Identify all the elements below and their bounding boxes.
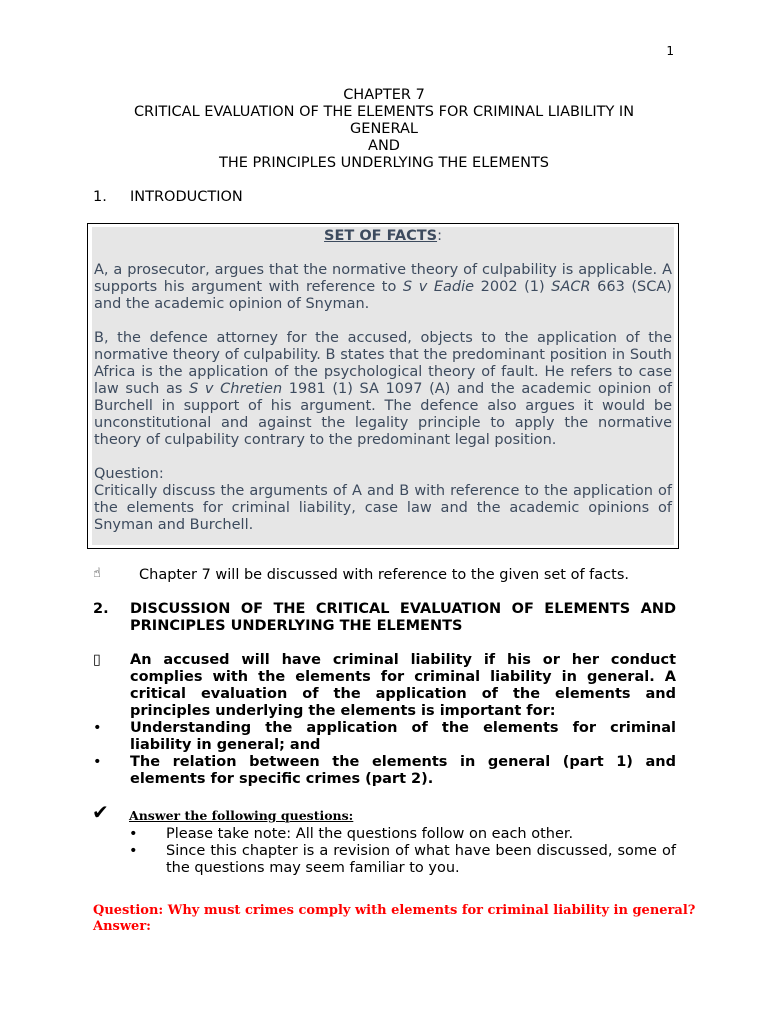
title-line: CRITICAL EVALUATION OF THE ELEMENTS FOR CRIMINAL LIABILITY IN (133, 104, 635, 120)
question-block (93, 903, 695, 935)
text-run: 1981 (1) SA 1097 (A) and the academic opinion of Burchell in support of his argument. The defence also argues it would be unconstitutional and against the legality principle to apply the normative theory of culpability contrary to the predominant legal position. (94, 381, 672, 448)
question-text: Question: Why must crimes comply with elements for criminal liability in general? (93, 903, 696, 918)
list-item-text: The relation between the elements in general (part 1) and elements for specific crimes (part 2). (130, 754, 676, 787)
section-1-heading (93, 189, 243, 205)
pointing-hand-icon: ☝ (93, 566, 101, 581)
bullet-icon: • (93, 720, 102, 736)
title-line: THE PRINCIPLES UNDERLYING THE ELEMENTS (218, 155, 550, 171)
set-of-facts-content (92, 227, 674, 545)
bullet-icon: • (129, 843, 138, 859)
journal-citation: SACR (551, 279, 591, 295)
facts-title (94, 228, 672, 245)
list-item-text: An accused will have criminal liability if his or her conduct complies with the elements for criminal liability in general. A critical evaluation of the application of the elements and principles underlying the elements is important for: (130, 652, 676, 719)
text-run: B, the defence attorney for the accused, objects to the application of the normative theory of culpability. B states that the predominant position in South Africa is the application of the psychological theory of fault. He refers to case law such as (94, 330, 672, 397)
section-number: 2. (93, 601, 109, 617)
list-item (93, 652, 676, 720)
text-run: A, a prosecutor, argues that the normative theory of culpability is applicable. A supports his argument with reference to (94, 262, 672, 295)
set-of-facts-box (87, 223, 679, 549)
answer-heading: Answer the following questions: (129, 808, 354, 823)
question-label: Question: (94, 466, 164, 482)
notes-list (129, 826, 676, 877)
list-item-text: Since this chapter is a revision of what have been discussed, some of the questions may seem familiar to you. (166, 843, 676, 876)
bold-points-list (93, 652, 676, 788)
text-run: 663 (SCA) and the academic opinion of Snyman. (94, 279, 672, 312)
facts-paragraph-a (94, 262, 672, 313)
facts-paragraph-b (94, 330, 672, 449)
bullet-icon: • (129, 826, 138, 842)
list-item (93, 720, 676, 754)
facts-title-suffix: : (437, 228, 442, 244)
bullet-icon: • (93, 754, 102, 770)
pointer-note-text: Chapter 7 will be discussed with reference to the given set of facts. (139, 567, 629, 583)
list-item (93, 754, 676, 788)
facts-title-label: SET OF FACTS (324, 228, 438, 244)
case-citation: S v Eadie (402, 279, 475, 295)
question-text: Critically discuss the arguments of A and B with reference to the application of the elements for criminal liability, case law and the academic opinions of Snyman and Burchell. (94, 483, 672, 533)
list-item-text: Understanding the application of the elements for criminal liability in general; and (130, 720, 676, 753)
section-title: INTRODUCTION (130, 189, 243, 205)
title-line: AND (368, 138, 400, 154)
box-bullet-icon: ▯ (93, 652, 101, 668)
list-item (129, 843, 676, 877)
text-run: 2002 (1) (474, 279, 552, 295)
section-2-heading (93, 601, 676, 635)
answer-label: Answer: (93, 919, 151, 934)
section-number: 1. (93, 189, 107, 205)
title-line: CHAPTER 7 (343, 87, 425, 103)
title-line: GENERAL (350, 121, 418, 137)
list-item (129, 826, 676, 843)
page-number: 1 (666, 44, 674, 58)
section-title: DISCUSSION OF THE CRITICAL EVALUATION OF ELEMENTS AND PRINCIPLES UNDERLYING THE ELEMENTS (130, 601, 676, 634)
chapter-title (92, 87, 676, 172)
checkmark-icon: ✔ (92, 800, 109, 824)
list-item-text: Please take note: All the questions follow on each other. (166, 826, 574, 842)
case-citation: S v Chretien (189, 381, 283, 397)
